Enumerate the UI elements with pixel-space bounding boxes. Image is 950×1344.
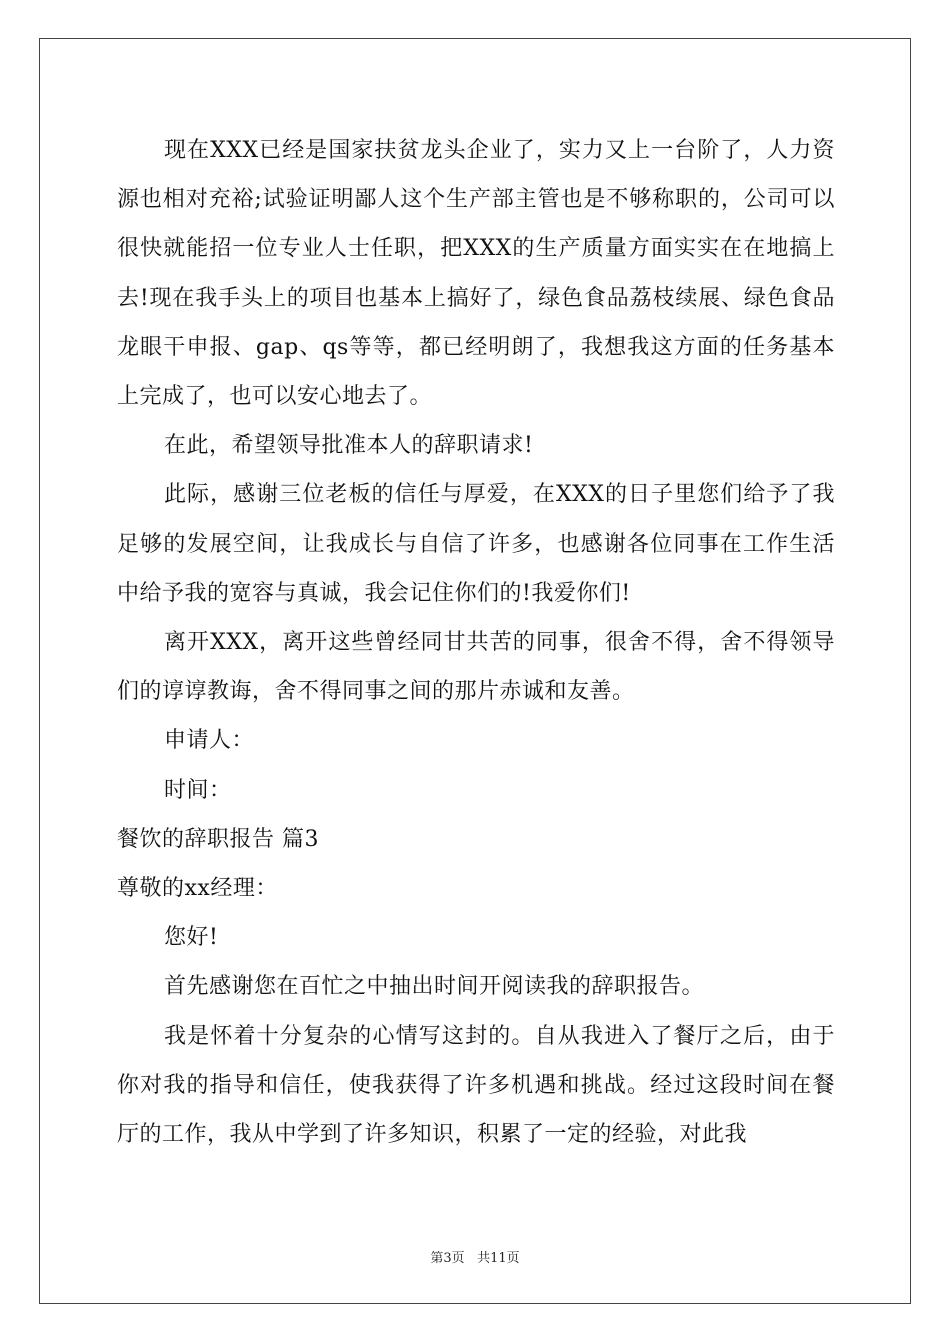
document-body — [117, 126, 835, 1159]
greeting: 您好! — [164, 925, 219, 951]
section-heading: 餐饮的辞职报告 篇3 — [117, 826, 319, 852]
salutation: 尊敬的xx经理： — [117, 876, 278, 902]
paragraph-4: 离开XXX，离开这些曾经同甘共苦的同事，很舍不得，舍不得领导们的谆谆教诲，舍不得同事之间的那片赤诚和友善。 — [117, 630, 835, 705]
page-number: 第3页 — [430, 1251, 465, 1266]
date-line: 时间： — [164, 777, 232, 803]
page-footer — [0, 1247, 950, 1266]
paragraph-6: 我是怀着十分复杂的心情写这封的。自从我进入了餐厅之后，由于你对我的指导和信任，使我获得了许多机遇和挑战。经过这段时间在餐厅的工作，我从中学到了许多知识，积累了一定的经验，对此我 — [117, 1023, 835, 1148]
applicant-line: 申请人： — [164, 728, 255, 754]
paragraph-2: 在此，希望领导批准本人的辞职请求! — [164, 433, 534, 459]
page-total: 共11页 — [477, 1251, 520, 1266]
paragraph-1: 现在XXX已经是国家扶贫龙头企业了，实力又上一台阶了，人力资源也相对充裕;试验证明鄙人这个生产部主管也是不够称职的，公司可以很快就能招一位专业人士任职，把XXX的生产质量方面实实在在地搞上去!现在我手头上的项目也基本上搞好了，绿色食品荔枝续展、绿色食品龙眼干申报、gap、qs等等，都已经明朗了，我想我这方面的任务基本上完成了，也可以安心地去了。 — [117, 138, 835, 410]
paragraph-5: 首先感谢您在百忙之中抽出时间开阅读我的辞职报告。 — [164, 974, 705, 1000]
paragraph-3: 此际，感谢三位老板的信任与厚爱，在XXX的日子里您们给予了我足够的发展空间，让我成长与自信了许多，也感谢各位同事在工作生活中给予我的宽容与真诚，我会记住你们的!我爱你们! — [117, 482, 835, 606]
